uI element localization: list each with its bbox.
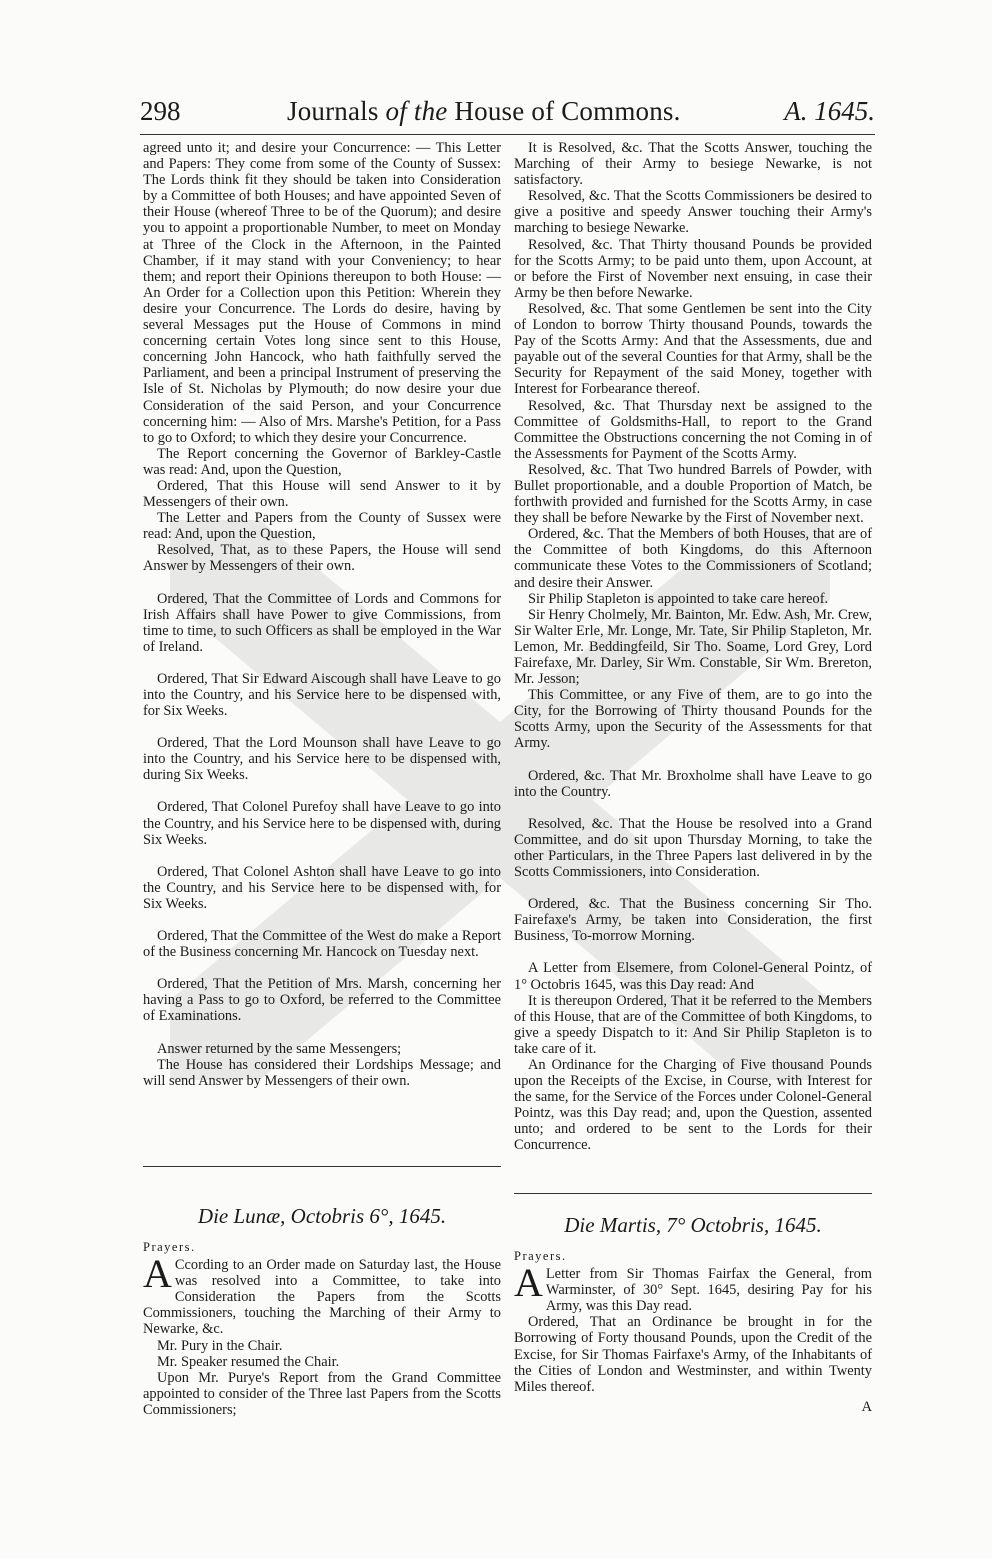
paragraph: Ordered, That Colonel Ashton shall have Leave to go into the Country, and his Service here to be dispensed with, for Six Weeks. — [143, 863, 501, 912]
paragraph: The Letter and Papers from the County of Sussex were read: And, upon the Question, — [143, 510, 501, 543]
paragraph: Ordered, That an Ordinance be brought in for the Borrowing of Forty thousand Pounds, upon the Credit of the Excise, for Sir Thomas Fairfaxe's Army, of the Inhabitants of the Cities of London and Westminster, and within Twenty Miles thereof. — [514, 1314, 872, 1395]
header-year: A. 1645. — [784, 96, 875, 126]
paragraph: It is Resolved, &c. That the Scotts Answer, touching the Marching of their Army to besiege Newarke, is not satisfactory. — [514, 140, 872, 189]
paragraph: Ordered, That the Committee of the West do make a Report of the Business concerning Mr. Hancock on Tuesday next. — [143, 928, 501, 961]
paragraph: An Ordinance for the Charging of Five thousand Pounds upon the Receipts of the Excise, in Course, with Interest for the same, for the Service of the Forces under Colonel-General Pointz, was this Day read; and, upon the Question, assented unto; and ordered to be sent to the Lords for their Concurrence. — [514, 1056, 872, 1154]
paragraph: Resolved, &c. That the Scotts Commissioners be desired to give a positive and speedy Answer touching their Army's marching to besiege Newarke. — [514, 188, 872, 237]
drop-cap: A — [514, 1260, 543, 1306]
paragraph: A Letter from Elsemere, from Colonel-General Pointz, of 1° Octobris 1645, was this Day read: And — [514, 960, 872, 993]
paragraph: This Committee, or any Five of them, are to go into the City, for the Borrowing of Thirty thousand Pounds for the Scotts Army, upon the Security of the Assessments for that Army. — [514, 687, 872, 752]
paragraph: Ordered, That the Lord Mounson shall have Leave to go into the Country, and his Service here to be dispensed with, during Six Weeks. — [143, 735, 501, 784]
page-number: 298 — [140, 96, 181, 126]
paragraph: Ordered, &c. That the Business concerning Sir Tho. Fairefaxe's Army, be taken into Consideration, the first Business, To-morrow Morning. — [514, 896, 872, 945]
paragraph: Ordered, That the Committee of Lords and Commons for Irish Affairs shall have Power to give Commissions, from time to time, to such Officers as shall be employed in the War of Ireland. — [143, 590, 501, 655]
paragraph: agreed unto it; and desire your Concurrence: — This Letter and Papers: They come from some of the County of Sussex: The Lords think fit they should be taken into Consideration by a Committee of both Houses; and have appointed Seven of their House (whereof Three to be of the Quorum); and desire you to appoint a proportionable Number, to meet on Monday at Three of the Clock in the Afternoon, in the Painted Chamber, if it may stand with your Conveniency; to hear them; and report their Opinions thereupon to both House: — An Order for a Collection upon this Petition: Wherein they desire your Concurrence. The Lords do desire, having by several Messages put the House of Commons in mind concerning certain Votes long since sent to this House, concerning John Hancock, who hath faithfully served the Parliament, and been a principal Instrument of preserving the Isle of St. Nicholas by Plymouth; do now desire your due Consideration of the said Person, and your Concurrence concerning him: — Also of Mrs. Marshe's Petition, for a Pass to go to Oxford; to which they desire your Concurrence. — [143, 140, 501, 446]
paragraph: The House has considered their Lordships Message; and will send Answer by Messengers of their own. — [143, 1056, 501, 1089]
drop-cap: A — [143, 1251, 172, 1297]
prayers-label: Prayers. — [143, 1240, 196, 1254]
day-heading: Die Martis, 7° Octobris, 1645. — [564, 1213, 822, 1237]
header-rule — [140, 134, 875, 135]
paragraph: Resolved, &c. That Two hundred Barrels of Powder, with Bullet proportionable, and a double Proportion of Match, be forthwith provided and furnished for the Scotts Army, in case they shall be before Newarke by the First of November next. — [514, 461, 872, 527]
day-section-tuesday — [514, 1212, 872, 1415]
catchword: A — [861, 1398, 872, 1415]
paragraph: Resolved, &c. That Thirty thousand Pounds be provided for the Scotts Army; to be paid unto them, upon Account, at or before the First of November next ensuing, in case their Army be then before Newarke. — [514, 236, 872, 301]
paragraph: Resolved, &c. That Thursday next be assigned to the Committee of Goldsmiths-Hall, to report to the Grand Committee the Obstructions concerning the not Coming in of the Assessments for Payment of the Scotts Army. — [514, 397, 872, 462]
section-rule-left — [143, 1166, 501, 1167]
left-column — [143, 140, 501, 1089]
paragraph: Mr. Speaker resumed the Chair. — [157, 1353, 340, 1370]
paragraph: Ordered, That the Petition of Mrs. Marsh, concerning her having a Pass to go to Oxford, be referred to the Committee of Examinations. — [143, 976, 501, 1025]
prayers-label: Prayers. — [514, 1249, 567, 1263]
paragraph: A Letter from Sir Thomas Fairfax the General, from Warminster, of 30° Sept. 1645, desiring Pay for his Army, was this Day read. — [514, 1260, 872, 1315]
paragraph: Resolved, That, as to these Papers, the House will send Answer by Messengers of their own. — [143, 542, 501, 575]
paragraph: A Ccording to an Order made on Saturday last, the House was resolved into a Committee, to take into Consideration the Papers from the Scotts Commissioners, touching the Marching of their Army to Newarke, &c. — [143, 1251, 501, 1338]
committee-members: Sir Henry Cholmely, Mr. Bainton, Mr. Edw. Ash, Mr. Crew, Sir Walter Erle, Mr. Longe, Mr. Tate, Sir Philip Stapleton, Mr. Lemon, Mr. Beddingfeild, Sir Tho. Soame, Lord Grey, Lord Fairefaxe, Mr. Darley, Sir Wm. Constable, Sir Wm. Brereton, Mr. Jesson; — [514, 606, 872, 688]
running-title: Journals of the House of Commons. — [287, 96, 681, 126]
day-section-monday — [143, 1203, 501, 1418]
paragraph: Ordered, That this House will send Answer to it by Messengers of their own. — [143, 477, 501, 511]
paragraph: Answer returned by the same Messengers; — [157, 1040, 402, 1057]
paragraph: Ordered, &c. That the Members of both Houses, that are of the Committee of both Kingdoms, do this Afternoon communicate these Votes to the Commissioners of Scotland; and desire their Answer. — [514, 526, 872, 591]
right-column — [514, 140, 872, 1154]
paragraph: Ordered, &c. That Mr. Broxholme shall have Leave to go into the Country. — [514, 767, 872, 800]
paragraph: Ordered, That Sir Edward Aiscough shall have Leave to go into the Country, and his Service here to be dispensed with, for Six Weeks. — [143, 670, 501, 720]
paragraph: Mr. Pury in the Chair. — [157, 1337, 283, 1354]
paragraph: Resolved, &c. That some Gentlemen be sent into the City of London to borrow Thirty thousand Pounds, towards the Pay of the Scotts Army: And that the Assessments, due and payable out of the several Counties for that Army, shall be the Security for Repayment of the said Money, together with Interest for Forbearance thereof. — [514, 300, 872, 398]
paragraph: Sir Philip Stapleton is appointed to take care hereof. — [528, 590, 829, 607]
paragraph: It is thereupon Ordered, That it be referred to the Members of this House, that are of the Committee of both Kingdoms, to give a speedy Dispatch to it: And Sir Philip Stapleton is to take care of it. — [514, 992, 872, 1057]
paragraph: Ordered, That Colonel Purefoy shall have Leave to go into the Country, and his Service here to be dispensed with, during Six Weeks. — [143, 799, 501, 848]
day-heading: Die Lunæ, Octobris 6°, 1645. — [197, 1204, 447, 1228]
paragraph: Resolved, &c. That the House be resolved into a Grand Committee, and do sit upon Thursday Morning, to take the other Particulars, in the Three Papers last delivered in by the Scotts Commissioners, into Consideration. — [514, 815, 872, 881]
paragraph: The Report concerning the Governor of Barkley-Castle was read: And, upon the Question, — [143, 445, 501, 478]
paragraph: Upon Mr. Purye's Report from the Grand Committee appointed to consider of the Three last Papers from the Scotts Commissioners; — [143, 1369, 501, 1418]
section-rule-right — [514, 1193, 872, 1194]
running-header — [140, 96, 875, 132]
